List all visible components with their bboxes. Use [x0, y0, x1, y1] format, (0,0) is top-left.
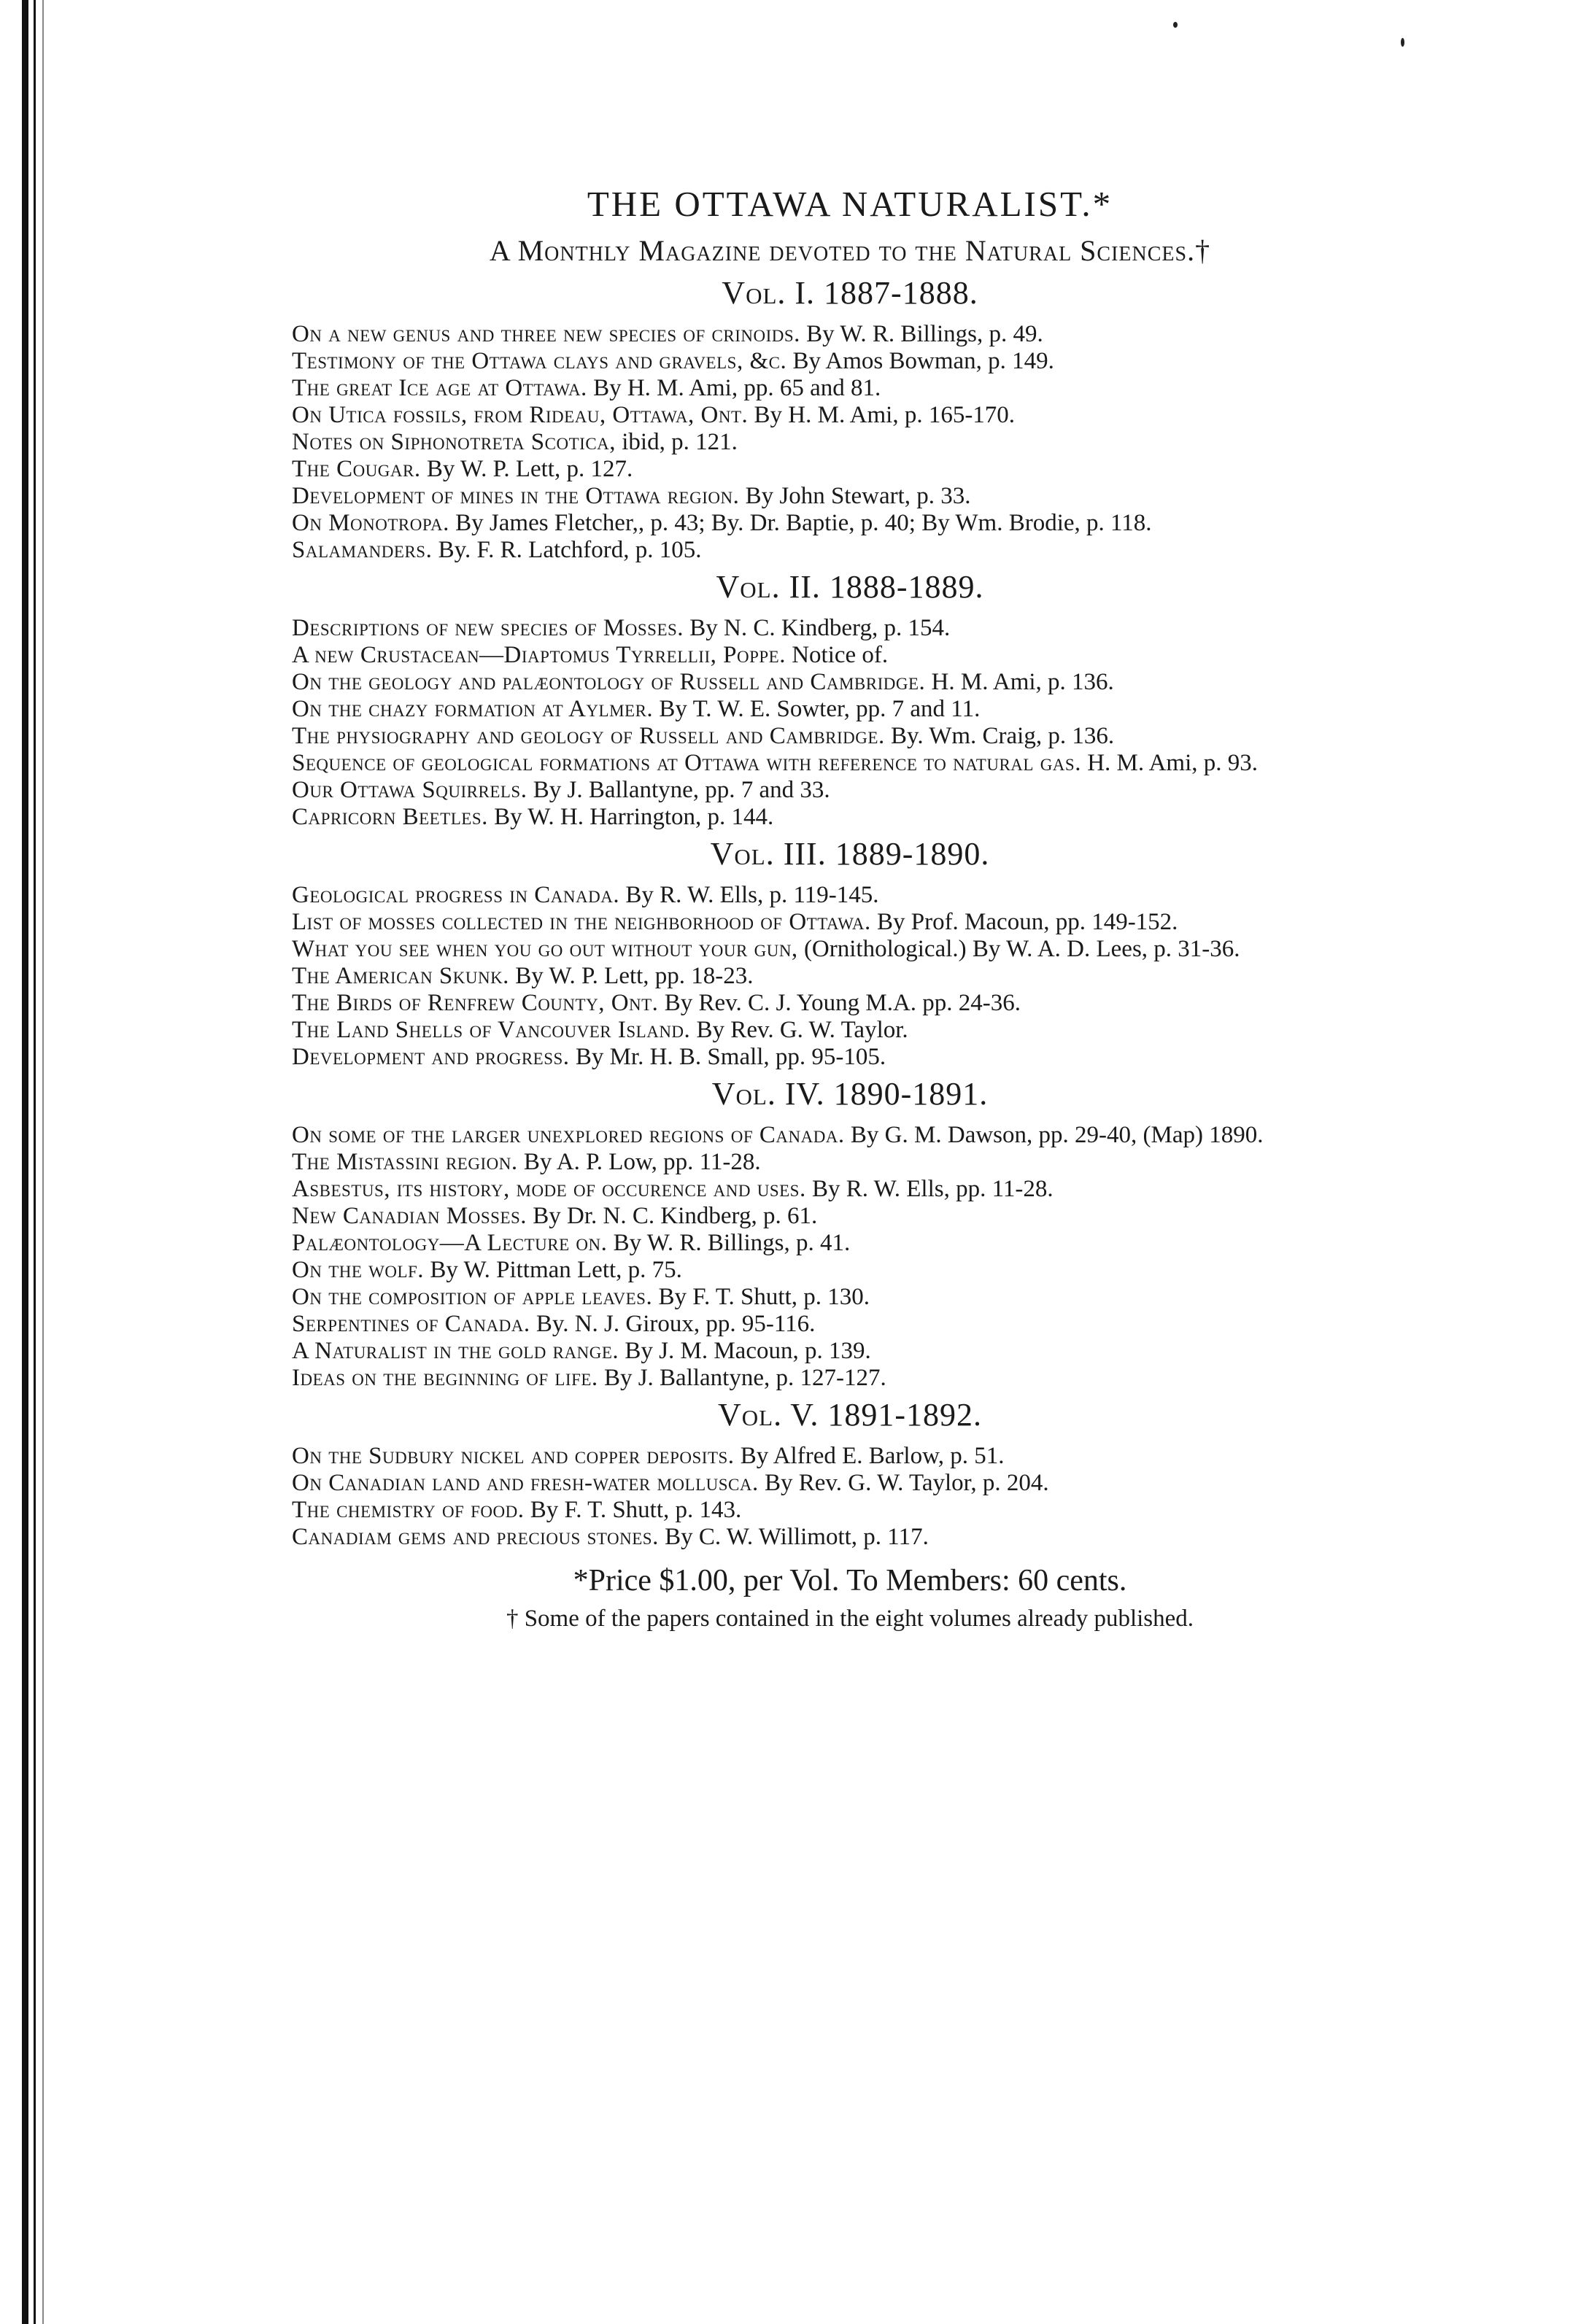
entry-title: Testimony of the Ottawa clays and gravels, &c.	[292, 348, 787, 374]
volume-section	[292, 1395, 1408, 1551]
list-item	[292, 1365, 1408, 1392]
entry-citation: By W. R. Billings, p. 41.	[613, 1230, 851, 1256]
entry-citation: By Rev. G. W. Taylor, p. 204.	[764, 1470, 1049, 1496]
entry-citation: By W. R. Billings, p. 49.	[806, 321, 1043, 347]
entry-title: Development of mines in the Ottawa region.	[292, 483, 740, 509]
entry-citation: By N. C. Kindberg, p. 154.	[689, 615, 951, 641]
entry-title: Sequence of geological formations at Ottawa with reference to natural gas.	[292, 750, 1081, 776]
entry-title: On Monotropa.	[292, 510, 449, 536]
entry-list	[292, 321, 1408, 564]
list-item	[292, 1149, 1408, 1176]
list-item	[292, 1203, 1408, 1230]
list-item	[292, 1257, 1408, 1284]
list-item	[292, 1230, 1408, 1257]
list-item	[292, 750, 1408, 777]
entry-title: On the wolf.	[292, 1257, 425, 1283]
entry-title: On Canadian land and fresh-water mollusca.	[292, 1470, 759, 1496]
volume-heading: Vol. III. 1889-1890.	[710, 836, 990, 872]
entry-title: Our Ottawa Squirrels.	[292, 777, 527, 803]
entry-citation: By T. W. E. Sowter, pp. 7 and 11.	[659, 696, 981, 722]
volume-heading: Vol. V. 1891-1892.	[717, 1397, 983, 1433]
footnote: † Some of the papers contained in the eight volumes already published.	[506, 1606, 1194, 1632]
list-item	[292, 1497, 1408, 1524]
entry-title: The Birds of Renfrew County, Ont.	[292, 990, 659, 1016]
entry-title: Notes on Siphonotreta Scotica,	[292, 429, 616, 455]
entry-title: A Naturalist in the gold range.	[292, 1338, 619, 1364]
entry-citation: By Amos Bowman, p. 149.	[792, 348, 1054, 374]
entry-title: Serpentines of Canada.	[292, 1311, 530, 1337]
list-item	[292, 456, 1408, 483]
entry-title: List of mosses collected in the neighborhood of Ottawa.	[292, 909, 871, 935]
entry-citation: (Ornithological.) By W. A. D. Lees, p. 31-36.	[803, 936, 1240, 962]
list-item	[292, 348, 1408, 375]
page-subtitle: A Monthly Magazine devoted to the Natural Sciences.†	[489, 234, 1211, 267]
price-line: *Price $1.00, per Vol. To Members: 60 cents.	[573, 1564, 1127, 1597]
list-item	[292, 402, 1408, 429]
entry-citation: By C. W. Willimott, p. 117.	[665, 1524, 929, 1550]
entry-citation: Notice of.	[792, 642, 889, 668]
entry-title: On some of the larger unexplored regions of Canada.	[292, 1122, 845, 1148]
document-page	[292, 182, 1408, 1634]
entry-title: Capricorn Beetles.	[292, 804, 488, 830]
entry-citation: By Alfred E. Barlow, p. 51.	[740, 1443, 1005, 1469]
entry-title: On the composition of apple leaves.	[292, 1284, 653, 1310]
list-item	[292, 1284, 1408, 1311]
list-item	[292, 669, 1408, 696]
entry-citation: H. M. Ami, p. 136.	[931, 669, 1114, 695]
entry-title: On the Sudbury nickel and copper deposits.	[292, 1443, 735, 1469]
entry-list	[292, 1443, 1408, 1551]
entry-title: On Utica fossils, from Rideau, Ottawa, Ont.	[292, 402, 749, 428]
list-item	[292, 804, 1408, 831]
entry-citation: By R. W. Ells, pp. 11-28.	[811, 1176, 1054, 1202]
list-item	[292, 1311, 1408, 1338]
list-item	[292, 963, 1408, 990]
entry-title: The chemistry of food.	[292, 1497, 525, 1523]
list-item	[292, 1176, 1408, 1203]
binding-rule	[42, 0, 44, 2324]
entry-title: What you see when you go out without your gun,	[292, 936, 798, 962]
entry-citation: By. Wm. Craig, p. 136.	[890, 723, 1115, 749]
list-item	[292, 696, 1408, 723]
entry-list	[292, 615, 1408, 831]
list-item	[292, 909, 1408, 936]
list-item	[292, 537, 1408, 564]
scan-speck	[1401, 38, 1404, 47]
entry-citation: By F. T. Shutt, p. 143.	[530, 1497, 742, 1523]
list-item	[292, 429, 1408, 456]
entry-citation: By W. Pittman Lett, p. 75.	[430, 1257, 682, 1283]
binding-rule	[34, 0, 36, 2324]
volume-section	[292, 567, 1408, 831]
volume-section	[292, 1074, 1408, 1392]
entry-title: Palæontology—A Lecture on.	[292, 1230, 608, 1256]
list-item	[292, 375, 1408, 402]
entry-title: The Cougar.	[292, 456, 421, 482]
list-item	[292, 777, 1408, 804]
entry-title: New Canadian Mosses.	[292, 1203, 527, 1229]
page-title: THE OTTAWA NATURALIST.*	[587, 184, 1113, 224]
entry-title: Descriptions of new species of Mosses.	[292, 615, 684, 641]
entry-citation: By Rev. G. W. Taylor.	[696, 1017, 908, 1043]
entry-citation: By J. M. Macoun, p. 139.	[625, 1338, 871, 1364]
entry-title: The great Ice age at Ottawa.	[292, 375, 587, 401]
entry-citation: By R. W. Ells, p. 119-145.	[625, 882, 879, 908]
volume-section	[292, 273, 1408, 564]
entry-citation: By A. P. Low, pp. 11-28.	[523, 1149, 761, 1175]
list-item	[292, 483, 1408, 510]
list-item	[292, 882, 1408, 909]
entry-citation: By W. P. Lett, pp. 18-23.	[515, 963, 754, 989]
list-item	[292, 615, 1408, 642]
entry-citation: By John Stewart, p. 33.	[745, 483, 971, 509]
list-item	[292, 1122, 1408, 1149]
list-item	[292, 936, 1408, 963]
volume-heading: Vol. II. 1888-1889.	[716, 569, 984, 605]
entry-citation: By G. M. Dawson, pp. 29-40, (Map) 1890.	[850, 1122, 1264, 1148]
entry-citation: By Mr. H. B. Small, pp. 95-105.	[575, 1044, 886, 1070]
list-item	[292, 1044, 1408, 1071]
list-item	[292, 990, 1408, 1017]
entry-title: The Land Shells of Vancouver Island.	[292, 1017, 691, 1043]
entry-citation: By J. Ballantyne, pp. 7 and 33.	[533, 777, 830, 803]
list-item	[292, 723, 1408, 750]
list-item	[292, 510, 1408, 537]
list-item	[292, 1338, 1408, 1365]
volume-heading: Vol. I. 1887-1888.	[722, 275, 978, 311]
footer	[292, 1561, 1408, 1634]
list-item	[292, 1524, 1408, 1551]
entry-title: Geological progress in Canada.	[292, 882, 620, 908]
entry-title: Development and progress.	[292, 1044, 570, 1070]
entry-title: The Mistassini region.	[292, 1149, 518, 1175]
entry-title: On the chazy formation at Aylmer.	[292, 696, 654, 722]
entry-title: Salamanders.	[292, 537, 433, 563]
entry-title: The American Skunk.	[292, 963, 509, 989]
list-item	[292, 1470, 1408, 1497]
volume-section	[292, 834, 1408, 1071]
binding-edge	[0, 0, 66, 2324]
entry-citation: By. F. R. Latchford, p. 105.	[438, 537, 702, 563]
entry-citation: By Rev. C. J. Young M.A. pp. 24-36.	[664, 990, 1021, 1016]
entry-citation: By H. M. Ami, pp. 65 and 81.	[593, 375, 881, 401]
list-item	[292, 1017, 1408, 1044]
entry-title: On the geology and palæontology of Russell and Cambridge.	[292, 669, 926, 695]
entry-citation: ibid, p. 121.	[622, 429, 738, 455]
entry-citation: By W. P. Lett, p. 127.	[426, 456, 633, 482]
entry-list	[292, 1122, 1408, 1392]
entry-citation: By F. T. Shutt, p. 130.	[658, 1284, 870, 1310]
entry-citation: By Prof. Macoun, pp. 149-152.	[876, 909, 1178, 935]
entry-citation: H. M. Ami, p. 93.	[1087, 750, 1258, 776]
volume-heading: Vol. IV. 1890-1891.	[711, 1076, 989, 1112]
entry-title: The physiography and geology of Russell and Cambridge.	[292, 723, 885, 749]
entry-citation: By James Fletcher,, p. 43; By. Dr. Baptie, p. 40; By Wm. Brodie, p. 118.	[455, 510, 1152, 536]
entry-title: Ideas on the beginning of life.	[292, 1365, 598, 1391]
entry-title: On a new genus and three new species of crinoids.	[292, 321, 800, 347]
entry-citation: By J. Ballantyne, p. 127-127.	[603, 1365, 886, 1391]
binding-rule	[22, 0, 28, 2324]
entry-list	[292, 882, 1408, 1071]
list-item	[292, 1443, 1408, 1470]
list-item	[292, 321, 1408, 348]
entry-citation: By H. M. Ami, p. 165-170.	[754, 402, 1016, 428]
list-item	[292, 642, 1408, 669]
entry-title: Canadiam gems and precious stones.	[292, 1524, 659, 1550]
entry-citation: By W. H. Harrington, p. 144.	[494, 804, 774, 830]
entry-citation: By Dr. N. C. Kindberg, p. 61.	[533, 1203, 818, 1229]
entry-citation: By. N. J. Giroux, pp. 95-116.	[536, 1311, 816, 1337]
entry-title: A new Crustacean—Diaptomus Tyrrellii, Poppe.	[292, 642, 786, 668]
scan-speck	[1173, 22, 1178, 28]
entry-title: Asbestus, its history, mode of occurence and uses.	[292, 1176, 806, 1202]
